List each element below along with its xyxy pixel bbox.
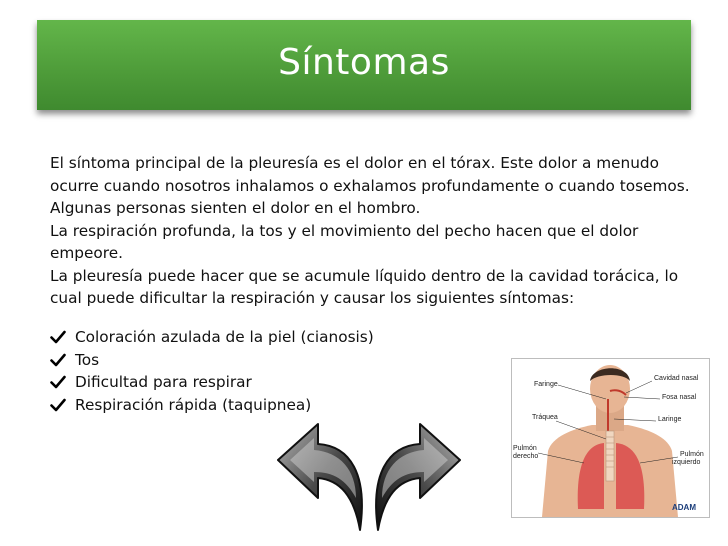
list-item-label: Coloración azulada de la piel (cianosis) — [75, 328, 374, 346]
label-laringe: Laringe — [658, 416, 682, 423]
paragraph: El síntoma principal de la pleuresía es el dolor en el tórax. Este dolor a menudo ocurre cuando nosotros inhalamos o exhalamos profundamente o cuando tosemos. Algunas personas sienten el dolor en el hombro. — [50, 154, 690, 217]
label-pulmon-derecho-1: Pulmón — [513, 445, 537, 452]
respiratory-anatomy-figure — [511, 358, 710, 518]
paragraph: La pleuresía puede hacer que se acumule líquido dentro de la cavidad torácica, lo cual puede dificultar la respiración y causar los siguientes síntomas: — [50, 266, 679, 307]
check-icon — [50, 374, 66, 390]
label-faringe: Faringe — [534, 381, 558, 388]
label-fosa-nasal: Fosa nasal — [662, 394, 697, 401]
list-item — [50, 394, 374, 417]
check-icon — [50, 397, 66, 413]
symptom-list — [50, 326, 374, 416]
adam-logo: ADAM — [672, 503, 696, 512]
check-icon — [50, 352, 66, 368]
label-traquea: Tráquea — [532, 414, 558, 421]
list-item-label: Dificultad para respirar — [75, 373, 252, 391]
body-text — [50, 152, 700, 310]
paragraph: La respiración profunda, la tos y el movimiento del pecho hacen que el dolor empeore. — [50, 221, 639, 262]
list-item-label: Tos — [75, 350, 100, 369]
curved-arrow-left-icon[interactable] — [270, 418, 370, 536]
title-bar — [37, 20, 691, 110]
label-cavidad-nasal: Cavidad nasal — [654, 375, 699, 382]
label-pulmon-izquierdo-2: izquierdo — [672, 459, 701, 466]
label-pulmon-izquierdo-1: Pulmón — [680, 451, 704, 458]
curved-arrow-right-icon[interactable] — [368, 418, 468, 536]
slide-title: Síntomas — [278, 42, 450, 83]
check-icon — [50, 329, 66, 345]
label-pulmon-derecho-2: derecho — [513, 453, 539, 460]
list-item — [50, 349, 374, 372]
list-item — [50, 371, 374, 394]
list-item — [50, 326, 374, 349]
list-item-label: Respiración rápida (taquipnea) — [75, 395, 312, 414]
